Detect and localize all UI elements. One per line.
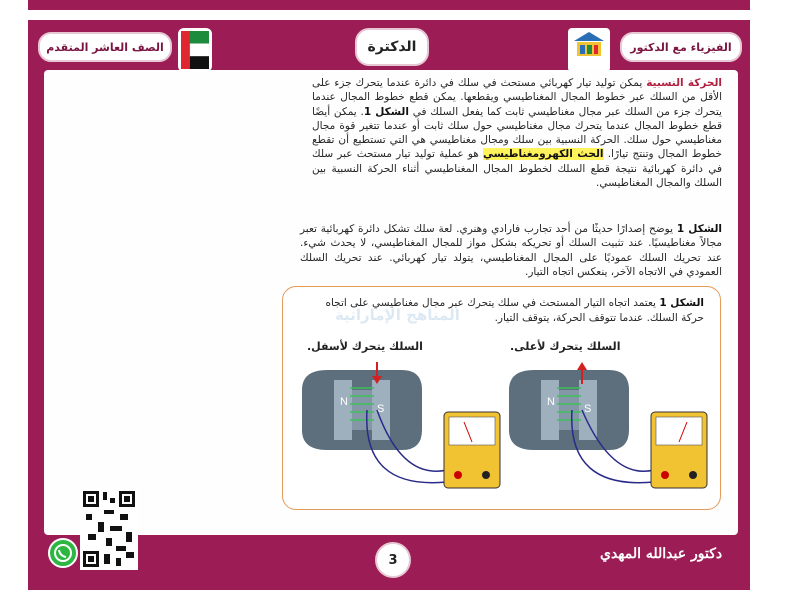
brand-pill: الدكترة [355,28,429,66]
pole-n-label: N [340,396,348,408]
induction-illustration [282,350,719,510]
pole-s-label: S [584,403,592,415]
uae-flag-icon [178,28,212,72]
galvanometer-right [651,412,707,488]
galvanometer-left [444,412,500,488]
label-wire-down: السلك يتحرك لأسفل. [307,340,423,353]
figure-reference: الشكل 1 [659,297,704,309]
label-wire-up: السلك يتحرك لأعلى. [510,340,621,353]
qr-code-icon [80,488,138,570]
figure-caption-text: يعتمد اتجاه التيار المستحث في سلك يتحرك عبر مجال مغناطيسي على اتجاه حركة السلك. عندما تتوقف الحركة، يتوقف التيار. [325,297,704,324]
section-heading: الحركة النسبية [646,77,722,89]
paragraph1-text-b: . يمكن أيضًا قطع خطوط المجال عندما يتحرك مجال مغناطيسي حول سلك ثابت أو عندما تتغير قوة مجال مغناطيسي حول سلك. الحركة النسبية بين سلك ومجال مغناطيسي هي التي تستطيع أن تقطع خطوط المجال وتنتج تيارًا. [312,105,722,161]
paragraph1-text-c: هو عملية توليد تيار مستحث عبر سلك في دائرة كهربائية نتيجة قطع السلك لخطوط المجال المغناطيسي أثناء الحركة النسبية بين السلك والمجال المغناطيسي. [312,148,722,190]
magnet-left [302,370,422,450]
pole-s-label: S [377,403,385,415]
whatsapp-icon[interactable] [48,538,78,568]
watermark: المناهج الإماراتية [335,306,460,324]
paragraph1-text-a: يمكن توليد تيار كهربائي مستحث في سلك في دائرة عندما يتحرك جزء على الأقل من السلك عبر خطوط المجال المغناطيسي ويقطعها. يمكن قطع خطوط المجال عندما يتحرك جزء من السلك عبر مجال مغناطيسي ثابت كما يفعل السلك في [312,77,722,118]
paragraph-relative-motion [312,76,722,190]
page-number: 3 [375,542,411,578]
highlighted-term: الحث الكهرومغناطيسي [483,148,604,161]
figure-reference: الشكل 1 [676,223,722,235]
paragraph-faraday [300,222,722,279]
author-name: دكتور عبدالله المهدي [600,546,723,562]
paragraph2-text: يوضح إصدارًا حديثًا من أحد تجارب فارادي وهنري. لعة سلك تشكل دائرة كهربائية تعبر مجالاً مغناطيسيًا. عند تثبيت السلك أو تحريكه بشكل مواز للمجال المغناطيسي، لا يحدث شيء. عند تحريك السلك عموديًا على المجال المغناطيسي، يتولد تيار كهربائي. عند تحريك السلك العمودي في الاتجاه الآخر، ينعكس اتجاه التيار. [300,223,722,278]
grade-pill: الصف العاشر المتقدم [38,32,172,62]
magnet-right [509,370,629,450]
pole-n-label: N [547,396,555,408]
top-strip [28,0,750,10]
subject-pill: الفيزياء مع الدكتور [620,32,742,62]
curriculum-logo-icon [568,28,610,72]
figure-reference: الشكل 1 [363,105,409,118]
